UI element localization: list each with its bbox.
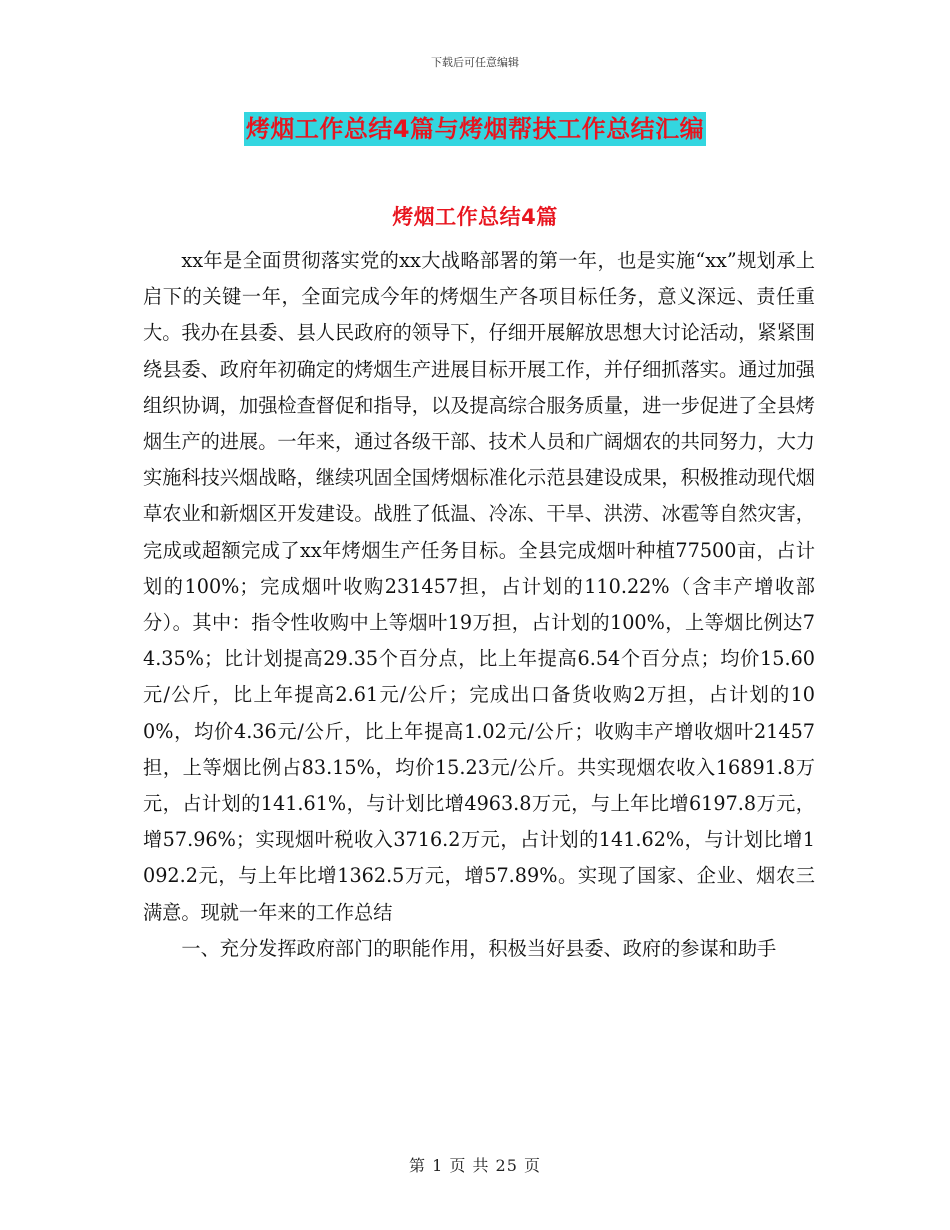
body-paragraph: 一、充分发挥政府部门的职能作用，积极当好县委、政府的参谋和助手 — [181, 936, 777, 960]
section-title: 烤烟工作总结4篇 — [392, 205, 558, 229]
document-body — [143, 243, 815, 967]
body-paragraph: xx年是全面贯彻落实党的xx大战略部署的第一年，也是实施“xx”规划承上启下的关键一年，全面完成今年的烤烟生产各项目标任务，意义深远、责任重大。我办在县委、县人民政府的领导下，仔细开展解放思想大讨论活动，紧紧围绕县委、政府年初确定的烤烟生产进展目标开展工作，并仔细抓落实。通过加强组织协调，加强检查督促和指导，以及提高综合服务质量，进一步促进了全县烤烟生产的进展。一年来，通过各级干部、技术人员和广阔烟农的共同努力，大力实施科技兴烟战略，继续巩固全国烤烟标准化示范县建设成果，积极推动现代烟草农业和新烟区开发建设。战胜了低温、冷冻、干旱、洪涝、冰雹等自然灾害，完成或超额完成了xx年烤烟生产任务目标。全县完成烟叶种植77500亩，占计划的100%；完成烟叶收购231457担，占计划的110.22%（含丰产增收部分）。其中：指令性收购中上等烟叶19万担，占计划的100%，上等烟比例达74.35%；比计划提高29.35个百分点，比上年提高6.54个百分点；均价15.60元/公斤，比上年提高2.61元/公斤；完成出口备货收购2万担，占计划的100%，均价4.36元/公斤，比上年提高1.02元/公斤；收购丰产增收烟叶21457担，上等烟比例占83.15%，均价15.23元/公斤。共实现烟农收入16891.8万元，占计划的141.61%，与计划比增4963.8万元，与上年比增6197.8万元，增57.96%；实现烟叶税收入3716.2万元，占计划的141.62%，与计划比增1092.2元，与上年比增1362.5万元，增57.89%。实现了国家、企业、烟农三满意。现就一年来的工作总结 — [143, 249, 815, 924]
page-number-footer: 第 1 页 共 25 页 — [409, 1156, 541, 1175]
page-header-note: 下载后可任意编辑 — [431, 56, 519, 69]
main-title-container — [0, 112, 950, 146]
document-main-title: 烤烟工作总结4篇与烤烟帮扶工作总结汇编 — [244, 112, 706, 146]
